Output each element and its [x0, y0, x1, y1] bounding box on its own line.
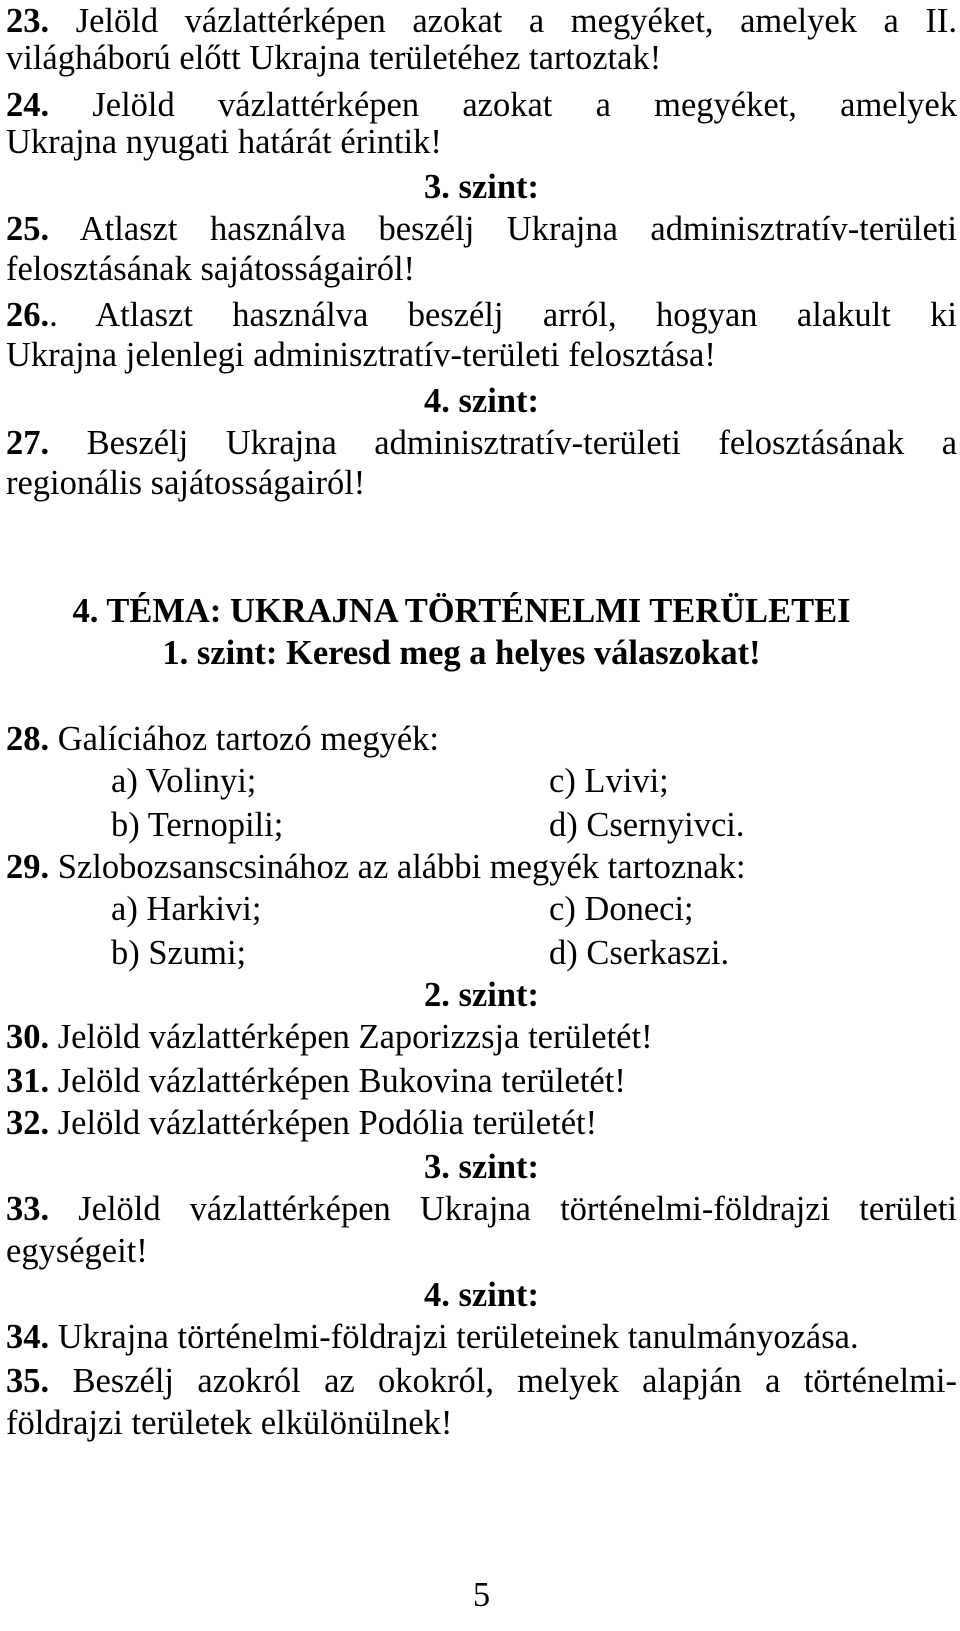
level-heading: 3. szint:: [424, 1148, 539, 1186]
question-text: Jelöld vázlattérképen azokat a megyéket, amelyek: [92, 86, 957, 124]
question-number: 33.: [6, 1190, 50, 1228]
question-34: [6, 1320, 859, 1355]
question-number: 29.: [6, 848, 50, 886]
question-number: 26.: [6, 296, 50, 334]
question-text: Jelöld vázlattérképen azokat a megyéket, amelyek a II.: [75, 2, 957, 40]
question-text: Atlaszt használva beszélj Ukrajna adminisztratív-területi: [79, 210, 957, 248]
level-heading: 4. szint:: [424, 382, 539, 420]
question-number: 28.: [6, 720, 50, 758]
question-27-line-1: [6, 426, 957, 461]
option-a: a) Volinyi;: [111, 762, 257, 800]
question-text: Galíciához tartozó megyék:: [57, 720, 440, 758]
question-35-line-1: [6, 1364, 957, 1399]
topic-subtitle: 1. szint: Keresd meg a helyes válaszokat!: [162, 634, 761, 672]
question-28: [6, 722, 439, 757]
question-number: 34.: [6, 1318, 50, 1356]
question-24-line-1: [6, 88, 957, 123]
question-32: [6, 1106, 597, 1141]
question-29: [6, 850, 746, 885]
option-d: d) Csernyivci.: [549, 806, 745, 844]
question-text: . Atlaszt használva beszélj arról, hogyan alakult ki: [49, 296, 957, 334]
level-heading: 2. szint:: [424, 976, 539, 1014]
question-text: Szlobozsanscsinához az alábbi megyék tartoznak:: [57, 848, 746, 886]
question-number: 25.: [6, 210, 50, 248]
option-a: a) Harkivi;: [111, 890, 262, 928]
question-text: Jelöld vázlattérképen Zaporizzsja területét!: [57, 1018, 653, 1056]
question-33-line-2: egységeit!: [6, 1232, 148, 1270]
question-27-line-2: regionális sajátosságairól!: [6, 464, 366, 502]
question-23-line-2: világháború előtt Ukrajna területéhez tartoztak!: [6, 39, 662, 77]
question-number: 32.: [6, 1104, 50, 1142]
question-33-line-1: [6, 1192, 957, 1227]
page-number: 5: [472, 1576, 491, 1614]
question-23-line-1: [6, 4, 957, 39]
option-c: c) Lvivi;: [549, 762, 669, 800]
option-b: b) Ternopili;: [111, 806, 284, 844]
question-number: 24.: [6, 86, 50, 124]
option-c: c) Doneci;: [549, 890, 694, 928]
question-text: Jelöld vázlattérképen Ukrajna történelmi-földrajzi területi: [78, 1190, 957, 1228]
question-number: 35.: [6, 1362, 50, 1400]
question-31: [6, 1064, 626, 1099]
question-26-line-2: Ukrajna jelenlegi adminisztratív-területi felosztása!: [6, 336, 716, 374]
question-text: Jelöld vázlattérképen Podólia területét!: [57, 1104, 598, 1142]
question-30: [6, 1020, 653, 1055]
question-text: Beszélj Ukrajna adminisztratív-területi felosztásának a: [86, 424, 958, 462]
question-26-line-1: [6, 298, 957, 333]
question-35-line-2: földrajzi területek elkülönülnek!: [6, 1404, 453, 1442]
question-text: Jelöld vázlattérképen Bukovina területét!: [57, 1062, 626, 1100]
question-number: 23.: [6, 2, 50, 40]
level-heading: 4. szint:: [424, 1276, 539, 1314]
question-text: Beszélj azokról az okokról, melyek alapján a történelmi-: [72, 1362, 957, 1400]
topic-title: 4. TÉMA: UKRAJNA TÖRTÉNELMI TERÜLETEI: [72, 592, 851, 630]
question-25-line-2: felosztásának sajátosságairól!: [6, 250, 416, 288]
question-number: 31.: [6, 1062, 50, 1100]
question-24-line-2: Ukrajna nyugati határát érintik!: [6, 123, 442, 161]
question-25-line-1: [6, 212, 957, 247]
option-b: b) Szumi;: [111, 934, 247, 972]
level-heading: 3. szint:: [424, 168, 539, 206]
question-number: 30.: [6, 1018, 50, 1056]
question-text: Ukrajna történelmi-földrajzi területeinek tanulmányozása.: [57, 1318, 859, 1356]
question-number: 27.: [6, 424, 50, 462]
option-d: d) Cserkaszi.: [549, 934, 730, 972]
